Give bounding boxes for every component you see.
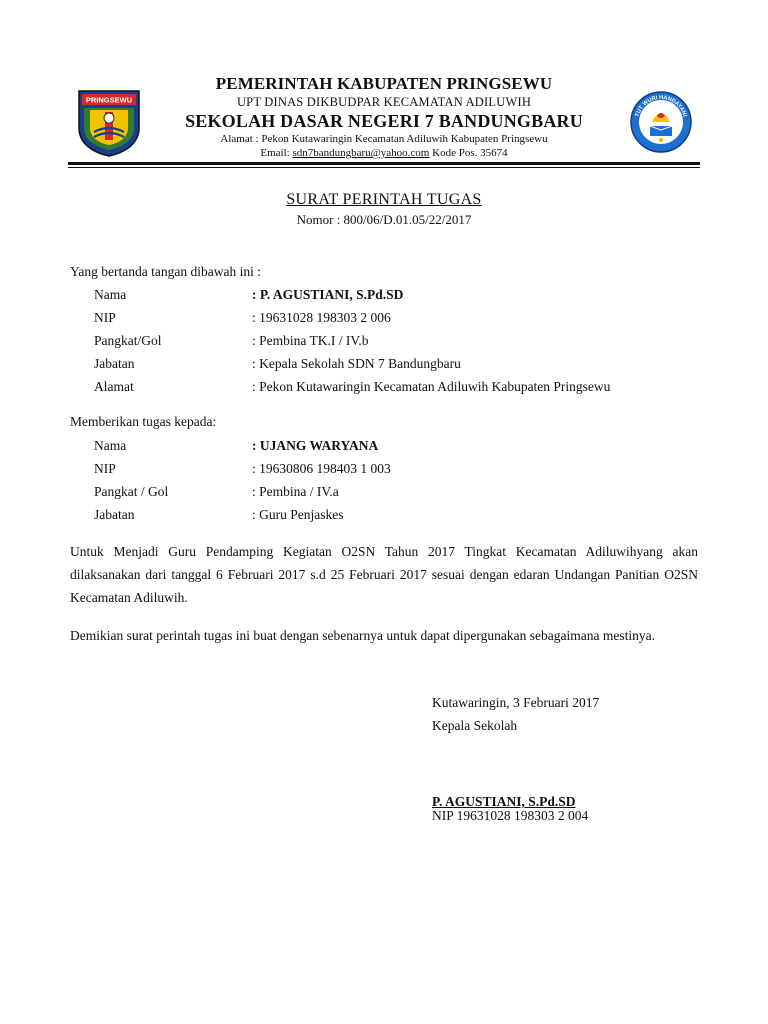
signature-nip: NIP 19631028 198303 2 004	[432, 808, 589, 823]
government-name: PEMERINTAH KABUPATEN PRINGSEWU	[215, 74, 553, 93]
signature-position: Kepala Sekolah	[432, 718, 518, 733]
signer-fields	[94, 283, 610, 398]
field-label: Pangkat / Gol	[94, 483, 169, 499]
logo-right-text: TUT WURI HANDAYANI	[634, 94, 688, 118]
field-label: Jabatan	[94, 506, 135, 522]
field-label: Nama	[94, 437, 127, 453]
field-value: : 19631028 198303 2 006	[252, 309, 391, 325]
field-value: : Pembina TK.I / IV.b	[252, 332, 369, 348]
assignee-field-row	[94, 457, 391, 480]
department-name: UPT DINAS DIKBUDPAR KECAMATAN ADILUWIH	[236, 95, 532, 109]
assignee-field-row	[94, 434, 391, 457]
signer-intro: Yang bertanda tangan dibawah ini :	[70, 264, 261, 279]
field-label: Pangkat/Gol	[94, 332, 162, 348]
letter-number: Nomor : 800/06/D.01.05/22/2017	[296, 212, 472, 227]
field-value: : Pembina / IV.a	[252, 483, 339, 499]
signature-name: P. AGUSTIANI, S.Pd.SD	[432, 794, 576, 809]
field-label: NIP	[94, 309, 116, 325]
signer-field-row	[94, 375, 610, 398]
assignee-field-row	[94, 503, 391, 526]
closing-paragraph: Demikian surat perintah tugas ini buat dengan sebenarnya untuk dapat dipergunakan sebagaimana mestinya.	[70, 628, 655, 643]
logo-left-text: PRINGSEWU	[85, 95, 133, 105]
field-label: Nama	[94, 286, 127, 302]
field-value: : Guru Penjaskes	[252, 506, 344, 522]
field-value: : P. AGUSTIANI, S.Pd.SD	[252, 286, 404, 302]
field-value: : Kepala Sekolah SDN 7 Bandungbaru	[252, 355, 461, 371]
signer-field-row	[94, 283, 610, 306]
email-label: Email:	[260, 147, 293, 159]
assignee-field-row	[94, 480, 391, 503]
assignee-intro: Memberikan tugas kepada:	[70, 414, 217, 429]
assignee-fields	[94, 434, 391, 526]
letterhead-rule-thin	[68, 167, 700, 168]
pringsewu-emblem-icon	[76, 88, 142, 158]
letterhead-text	[148, 70, 620, 160]
letterhead	[68, 70, 700, 162]
signature-place-date: Kutawaringin, 3 Februari 2017	[432, 695, 600, 710]
field-value: : UJANG WARYANA	[252, 437, 379, 453]
field-label: Alamat	[94, 378, 134, 394]
postal-code: Kode Pos. 35674	[429, 147, 508, 159]
signer-field-row	[94, 352, 610, 375]
task-paragraph: Untuk Menjadi Guru Pendamping Kegiatan O2SN Tahun 2017 Tingkat Kecamatan Adiluwihyang akan dilaksanakan dari tanggal 6 Februari 2017 s.d 25 Februari 2017 sesuai dengan edaran Undangan Panitian O2SN Kecamatan Adiluwih.	[70, 544, 698, 605]
letterhead-rule-thick	[68, 162, 700, 165]
school-name: SEKOLAH DASAR NEGERI 7 BANDUNGBARU	[185, 111, 583, 131]
email-link[interactable]: sdn7bandungbaru@yahoo.com	[292, 147, 430, 159]
signer-field-row	[94, 329, 610, 352]
field-value: : Pekon Kutawaringin Kecamatan Adiluwih Kabupaten Pringsewu	[252, 378, 611, 394]
letter-title: SURAT PERINTAH TUGAS	[286, 191, 482, 208]
field-label: NIP	[94, 460, 116, 476]
school-address: Alamat : Pekon Kutawaringin Kecamatan Adiluwih Kabupaten Pringsewu	[220, 133, 548, 145]
tut-wuri-handayani-emblem-icon	[626, 90, 696, 154]
field-label: Jabatan	[94, 355, 135, 371]
contact-line	[148, 146, 620, 160]
signer-field-row	[94, 306, 610, 329]
field-value: : 19630806 198403 1 003	[252, 460, 391, 476]
